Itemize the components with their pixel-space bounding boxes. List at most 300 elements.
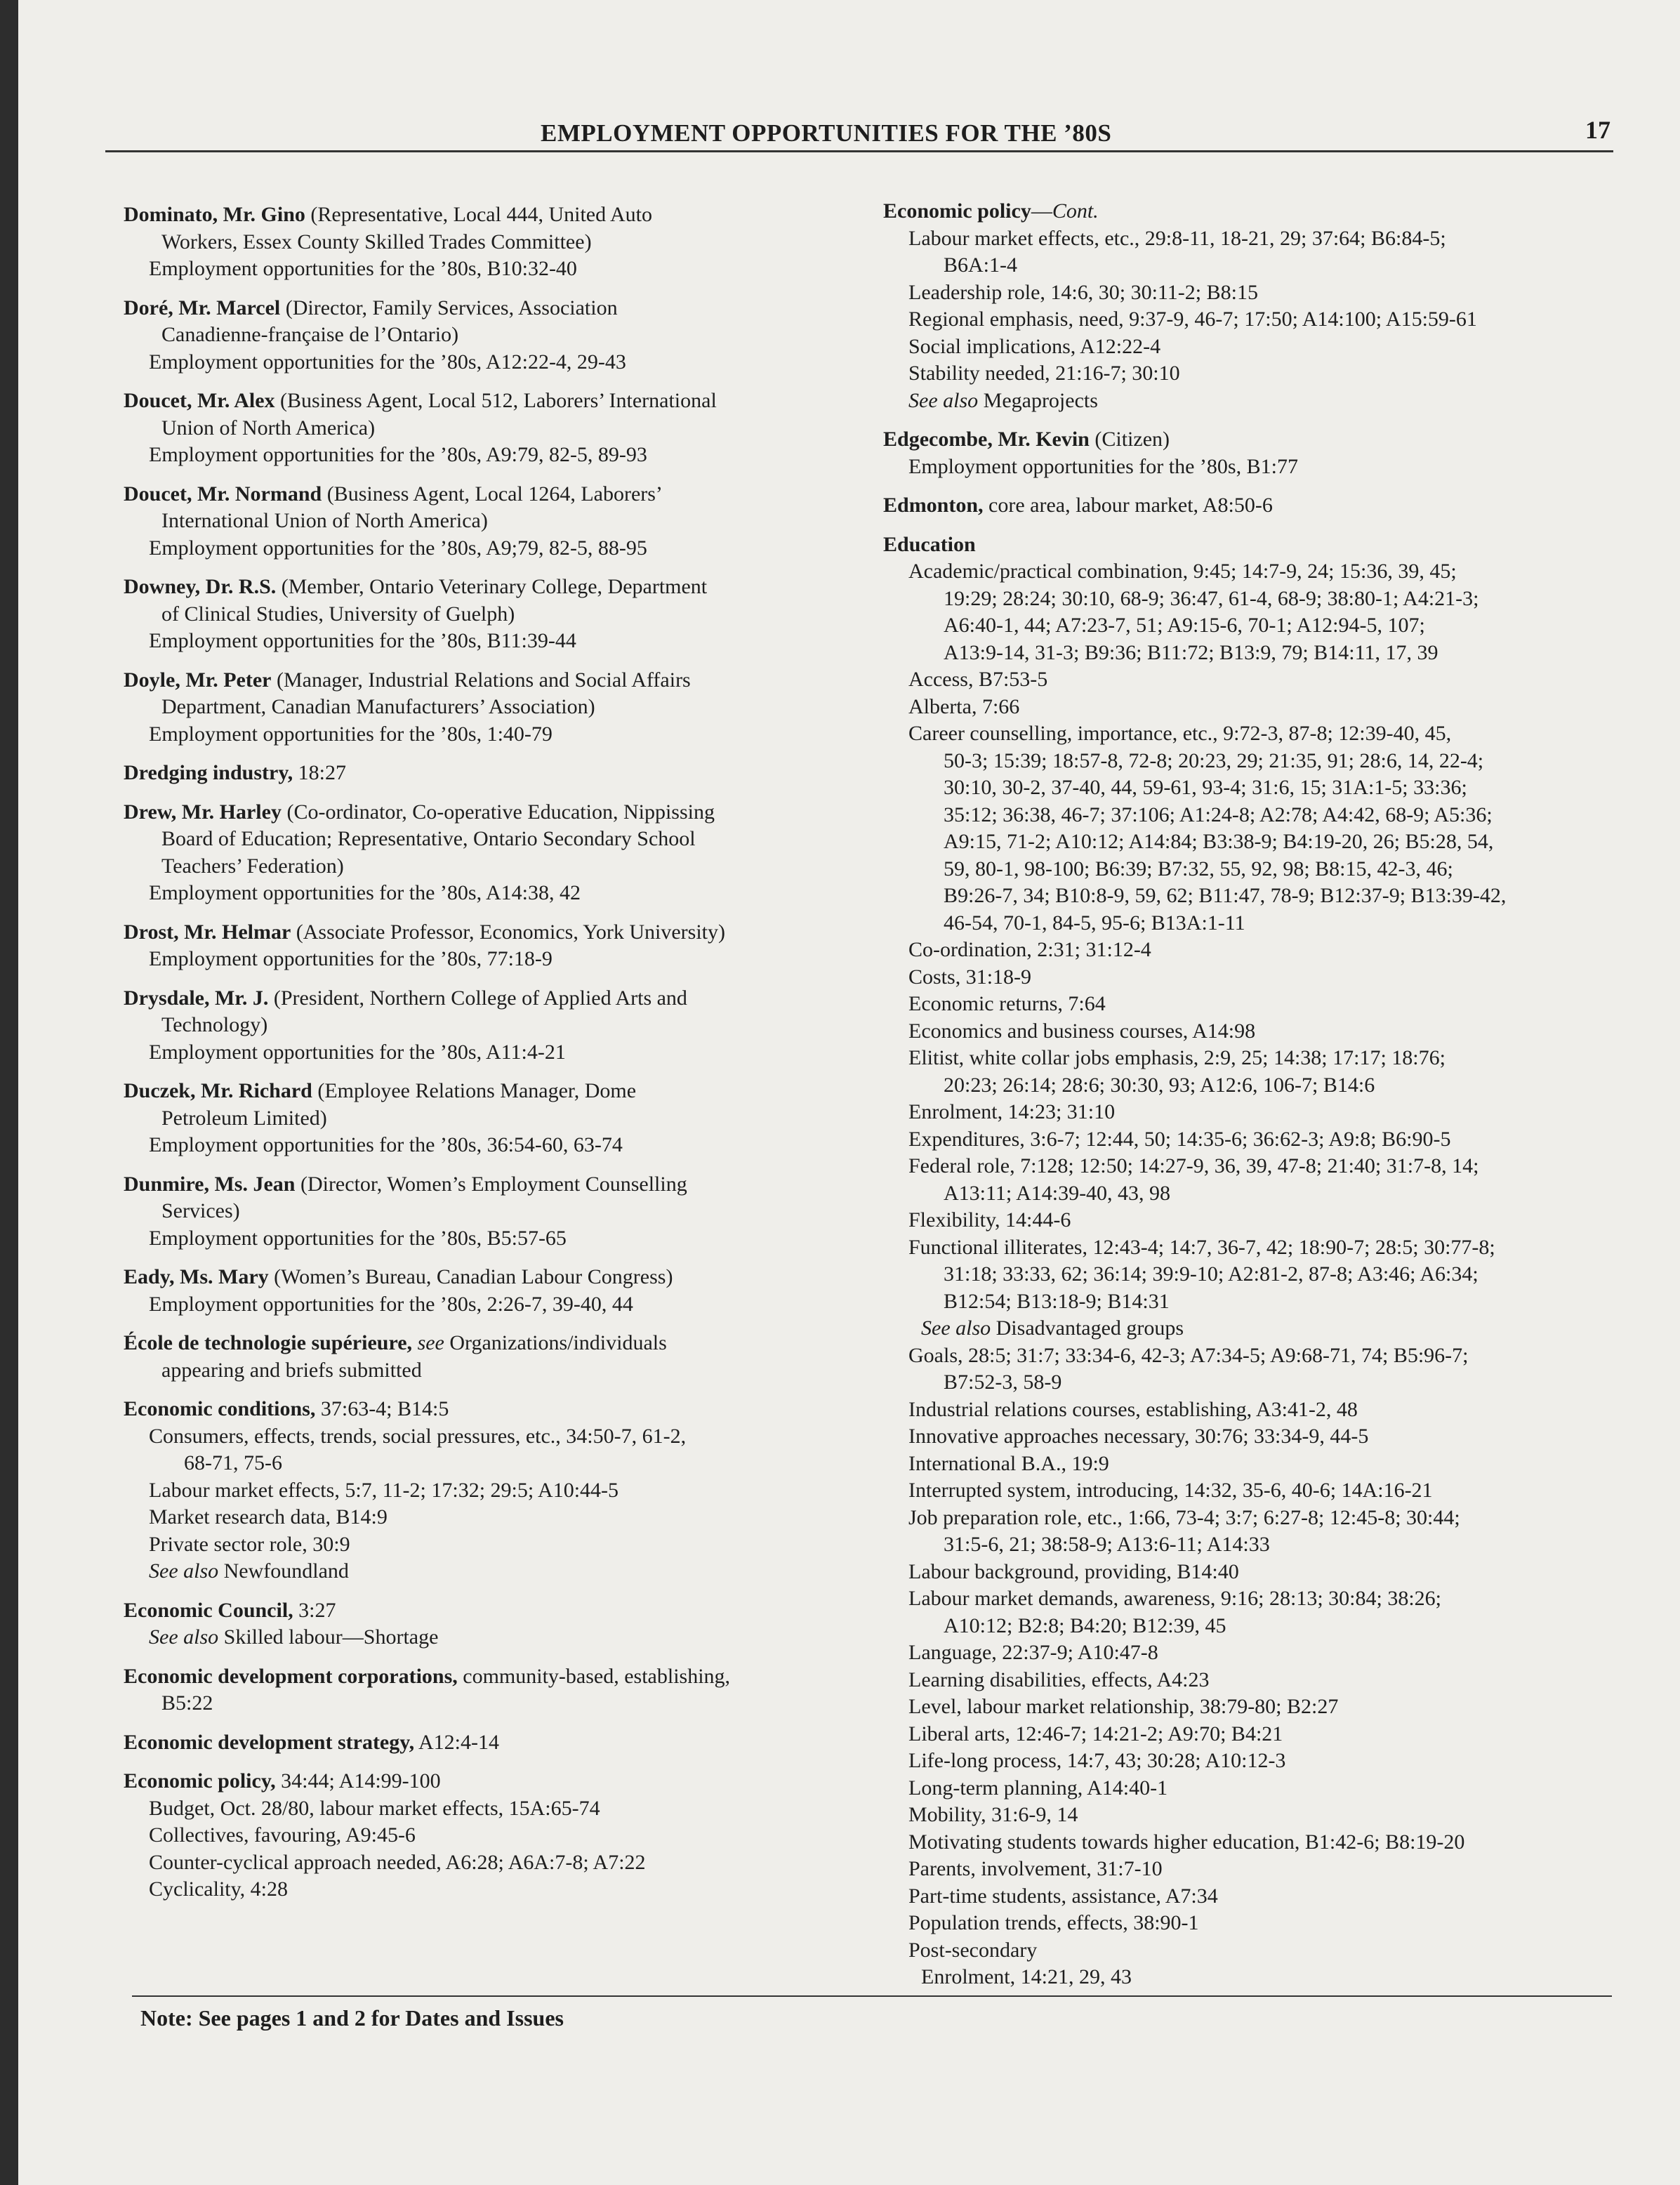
- index-entry: [124, 295, 855, 376]
- binding-edge: [0, 0, 18, 2185]
- index-text: Career counselling, importance, etc., 9:72-3, 87-8; 12:39-40, 45,: [908, 722, 1452, 745]
- index-text: A12:4-14: [414, 1730, 499, 1754]
- index-text: Liberal arts, 12:46-7; 14:21-2; A9:70; B4:21: [908, 1722, 1283, 1745]
- index-subentry-line: [883, 991, 1615, 1018]
- index-text: Leadership role, 14:6, 30; 30:11-2; B8:15: [908, 280, 1258, 304]
- index-text: B12:54; B13:18-9; B14:31: [944, 1289, 1170, 1313]
- index-subentry-line: [124, 1876, 855, 1903]
- index-subentry-line: [124, 1690, 855, 1717]
- index-text: Counter-cyclical approach needed, A6:28; A6A:7-8; A7:22: [149, 1850, 646, 1874]
- index-text: Petroleum Limited): [161, 1106, 327, 1130]
- index-text: Functional illiterates, 12:43-4; 14:7, 36-7, 42; 18:90-7; 28:5; 30:77-8;: [908, 1235, 1495, 1259]
- index-text: Organizations/individuals: [444, 1331, 667, 1354]
- index-entry: [124, 985, 855, 1067]
- index-subentry-line: [883, 1153, 1615, 1180]
- index-subentry-line: [883, 334, 1615, 361]
- index-subentry-line: [124, 601, 855, 628]
- index-subentry-line: [883, 1018, 1615, 1045]
- index-subentry-line: [883, 1964, 1615, 1991]
- index-text: Level, labour market relationship, 38:79-80; B2:27: [908, 1695, 1339, 1718]
- index-subentry-line: [883, 1883, 1615, 1910]
- index-subentry-line: [124, 508, 855, 535]
- index-text: Parents, involvement, 31:7-10: [908, 1857, 1163, 1880]
- index-subentry-line: [883, 1045, 1615, 1072]
- index-term: Drost, Mr. Helmar: [124, 920, 291, 944]
- index-text: 35:12; 36:38, 46-7; 37:106; A1:24-8; A2:78; A4:42, 68-9; A5:36;: [944, 803, 1493, 826]
- index-text: Employment opportunities for the ’80s, A11:4-21: [149, 1040, 566, 1064]
- index-entry: [124, 1264, 855, 1318]
- index-text: Technology): [161, 1013, 268, 1036]
- index-entry-heading-line: [124, 1768, 855, 1795]
- index-text: Enrolment, 14:23; 31:10: [908, 1100, 1116, 1123]
- index-subentry-line: [883, 856, 1615, 883]
- index-term: Drew, Mr. Harley: [124, 800, 282, 824]
- index-text: Workers, Essex County Skilled Trades Committee): [161, 230, 592, 253]
- index-subentry-line: [883, 829, 1615, 856]
- index-text: Industrial relations courses, establishing, A3:41-2, 48: [908, 1397, 1358, 1421]
- index-text: Long-term planning, A14:40-1: [908, 1776, 1168, 1800]
- index-term: Economic policy: [883, 199, 1031, 223]
- index-text: 68-71, 75-6: [184, 1451, 282, 1474]
- index-text: 30:10, 30-2, 37-40, 44, 59-61, 93-4; 31:6, 15; 31A:1-5; 33:36;: [944, 776, 1467, 799]
- index-entry-heading-line: [124, 1597, 855, 1625]
- index-subentry-line: [883, 910, 1615, 937]
- index-subentry-line: [883, 225, 1615, 253]
- index-entry: [883, 532, 1615, 1991]
- index-subentry-line: [883, 1721, 1615, 1748]
- index-entry: [124, 388, 855, 469]
- index-text: A13:9-14, 31-3; B9:36; B11:72; B13:9, 79; B14:11, 17, 39: [944, 640, 1438, 664]
- index-term: Duczek, Mr. Richard: [124, 1079, 312, 1102]
- index-text: Economic returns, 7:64: [908, 992, 1106, 1015]
- index-text: (Co-ordinator, Co-operative Education, Nippissing: [281, 800, 715, 824]
- index-subentry-line: [124, 349, 855, 376]
- index-text: Federal role, 7:128; 12:50; 14:27-9, 36, 39, 47-8; 21:40; 31:7-8, 14;: [908, 1154, 1479, 1177]
- index-subentry-line: [883, 1477, 1615, 1505]
- index-text: Stability needed, 21:16-7; 30:10: [908, 362, 1180, 385]
- index-subentry-line: [124, 946, 855, 973]
- index-subentry-line: [124, 1558, 855, 1585]
- index-text: Board of Education; Representative, Ontario Secondary School: [161, 827, 696, 850]
- index-text: Employment opportunities for the ’80s, A9:79, 82-5, 89-93: [149, 443, 647, 466]
- index-entry: [883, 198, 1615, 414]
- index-text: Motivating students towards higher education, B1:42-6; B8:19-20: [908, 1830, 1465, 1854]
- index-subentry-line: [124, 721, 855, 748]
- index-text: (Business Agent, Local 1264, Laborers’: [322, 482, 663, 506]
- index-subentry-line: [124, 853, 855, 880]
- index-subentry-line: [883, 1559, 1615, 1586]
- index-text: 19:29; 28:24; 30:10, 68-9; 36:47, 61-4, 68-9; 38:80-1; A4:21-3;: [944, 586, 1479, 610]
- index-subentry-line: [883, 964, 1615, 991]
- index-text: Skilled labour—Shortage: [218, 1625, 439, 1649]
- index-text: (Business Agent, Local 512, Laborers’ International: [275, 389, 717, 412]
- index-text: Flexibility, 14:44-6: [908, 1208, 1071, 1232]
- index-subentry-line: [124, 1039, 855, 1067]
- index-text: 50-3; 15:39; 18:57-8, 72-8; 20:23, 29; 21:35, 91; 28:6, 14, 22-4;: [944, 748, 1484, 772]
- index-term: École de technologie supérieure,: [124, 1331, 413, 1354]
- index-entry: [883, 426, 1615, 480]
- index-subentry-line: [883, 1802, 1615, 1829]
- index-text: Labour market effects, 5:7, 11-2; 17:32; 29:5; A10:44-5: [149, 1478, 619, 1502]
- index-subentry-line: [883, 1180, 1615, 1208]
- index-subentry-line: [883, 454, 1615, 481]
- index-entry: [124, 1171, 855, 1253]
- index-text: Co-ordination, 2:31; 31:12-4: [908, 938, 1151, 961]
- index-subentry-line: [883, 1910, 1615, 1937]
- index-subentry-line: [883, 1451, 1615, 1478]
- index-entry-heading-line: [124, 1663, 855, 1691]
- index-subentry-line: [883, 1694, 1615, 1721]
- index-text: 3:27: [293, 1598, 336, 1622]
- index-text: community-based, establishing,: [457, 1664, 731, 1688]
- index-entry: [124, 760, 855, 787]
- index-entry-heading-line: [124, 388, 855, 415]
- index-subentry-line: [124, 1012, 855, 1039]
- index-text: 18:27: [293, 761, 347, 784]
- index-text: A10:12; B2:8; B4:20; B12:39, 45: [944, 1613, 1226, 1637]
- index-text: Interrupted system, introducing, 14:32, 35-6, 40-6; 14A:16-21: [908, 1479, 1433, 1502]
- index-term: Doucet, Mr. Normand: [124, 482, 322, 506]
- index-text: 34:44; A14:99-100: [275, 1769, 441, 1793]
- index-entry: [124, 1597, 855, 1651]
- index-text: Learning disabilities, effects, A4:23: [908, 1668, 1210, 1691]
- index-text: 20:23; 26:14; 28:6; 30:30, 93; A12:6, 106-7; B14:6: [944, 1073, 1375, 1097]
- index-subentry-line: [883, 1531, 1615, 1559]
- index-term: Eady, Ms. Mary: [124, 1265, 269, 1288]
- index-text: Part-time students, assistance, A7:34: [908, 1884, 1218, 1908]
- index-entry: [124, 919, 855, 973]
- index-entry-heading-line: [124, 295, 855, 322]
- index-entry-heading-line: [124, 202, 855, 229]
- footer-note: Note: See pages 1 and 2 for Dates and Issues: [140, 2005, 564, 2031]
- index-text: (Member, Ontario Veterinary College, Department: [276, 575, 708, 598]
- index-subentry-line: [124, 880, 855, 907]
- index-subentry-line: [124, 694, 855, 721]
- index-subentry-line: [883, 720, 1615, 748]
- index-subentry-line: [124, 1225, 855, 1253]
- index-subentry-line: [124, 229, 855, 256]
- index-subentry-line: [124, 1450, 855, 1477]
- index-text: A6:40-1, 44; A7:23-7, 51; A9:15-6, 70-1; A12:94-5, 107;: [944, 614, 1425, 637]
- index-subentry-line: [883, 1315, 1615, 1342]
- index-text: Collectives, favouring, A9:45-6: [149, 1823, 416, 1847]
- index-entry-heading-line: [124, 574, 855, 601]
- index-text: Life-long process, 14:7, 43; 30:28; A10:12-3: [908, 1749, 1286, 1772]
- index-term: Economic development corporations,: [124, 1664, 458, 1688]
- index-entry: [124, 799, 855, 907]
- index-text: Employment opportunities for the ’80s, B5:57-65: [149, 1226, 567, 1250]
- index-entry: [124, 574, 855, 655]
- index-text: Employment opportunities for the ’80s, 36:54-60, 63-74: [149, 1133, 623, 1156]
- index-subentry-line: [124, 1795, 855, 1823]
- index-text: Megaprojects: [978, 388, 1098, 412]
- index-text: Academic/practical combination, 9:45; 14:7-9, 24; 15:36, 39, 45;: [908, 560, 1457, 583]
- index-text: Goals, 28:5; 31:7; 33:34-6, 42-3; A7:34-5; A9:68-71, 74; B5:96-7;: [908, 1343, 1469, 1367]
- index-text: (Director, Women’s Employment Counselling: [295, 1172, 687, 1196]
- index-text: Employment opportunities for the ’80s, 1:40-79: [149, 722, 553, 746]
- index-entry-heading-line: [883, 198, 1615, 225]
- index-subentry-line: [124, 1357, 855, 1385]
- index-subentry-line: [883, 694, 1615, 721]
- index-text: (Women’s Bureau, Canadian Labour Congress): [268, 1265, 673, 1288]
- index-text: A9:15, 71-2; A10:12; A14:84; B3:38-9; B4:19-20, 26; B5:28, 54,: [944, 830, 1494, 853]
- index-entry: [124, 1396, 855, 1585]
- index-text: Disadvantaged groups: [991, 1316, 1184, 1340]
- index-subentry-line: [883, 612, 1615, 640]
- index-text: Elitist, white collar jobs emphasis, 2:9, 25; 14:38; 17:17; 18:76;: [908, 1046, 1446, 1069]
- index-column-right: [883, 198, 1615, 2003]
- index-subentry-line: [883, 252, 1615, 279]
- index-text: Costs, 31:18-9: [908, 965, 1032, 989]
- index-text: International B.A., 19:9: [908, 1451, 1109, 1475]
- index-term: Dredging industry,: [124, 761, 293, 784]
- index-subentry-line: [124, 415, 855, 442]
- index-text: Job preparation role, etc., 1:66, 73-4; 3:7; 6:27-8; 12:45-8; 30:44;: [908, 1505, 1460, 1529]
- index-subentry-line: [883, 1397, 1615, 1424]
- index-subentry-line: [124, 322, 855, 349]
- index-term: Drysdale, Mr. J.: [124, 986, 269, 1010]
- index-subentry-line: [883, 1613, 1615, 1640]
- index-text: Employment opportunities for the ’80s, A12:22-4, 29-43: [149, 350, 626, 374]
- index-text: Enrolment, 14:21, 29, 43: [921, 1965, 1132, 1988]
- index-subentry-line: [883, 1829, 1615, 1856]
- index-subentry-line: [883, 748, 1615, 775]
- index-text: (Representative, Local 444, United Auto: [305, 203, 652, 226]
- index-subentry-line: [124, 628, 855, 655]
- index-text: 46-54, 70-1, 84-5, 95-6; B13A:1-11: [944, 911, 1245, 935]
- index-text: Access, B7:53-5: [908, 668, 1048, 691]
- index-text: Services): [161, 1199, 240, 1222]
- index-text: (Manager, Industrial Relations and Social Affairs: [271, 668, 691, 692]
- index-subentry-line: [124, 1132, 855, 1159]
- index-cross-reference: See also: [149, 1625, 219, 1649]
- index-subentry-line: [883, 306, 1615, 334]
- index-text: Population trends, effects, 38:90-1: [908, 1911, 1199, 1934]
- index-entry-heading-line: [124, 1396, 855, 1423]
- index-subentry-line: [883, 666, 1615, 694]
- index-subentry-line: [883, 1505, 1615, 1532]
- index-subentry-line: [883, 802, 1615, 829]
- index-subentry-line: [883, 1639, 1615, 1667]
- index-text: Employment opportunities for the ’80s, B10:32-40: [149, 257, 577, 280]
- index-subentry-line: [124, 1423, 855, 1451]
- index-subentry-line: [883, 1207, 1615, 1234]
- index-entry-heading-line: [883, 492, 1615, 520]
- index-subentry-line: [883, 1234, 1615, 1262]
- index-subentry-line: [883, 1775, 1615, 1802]
- index-entry: [124, 481, 855, 562]
- index-subentry-line: [883, 1667, 1615, 1694]
- index-cross-reference: Cont.: [1052, 199, 1099, 223]
- index-text: Employment opportunities for the ’80s, A14:38, 42: [149, 881, 581, 904]
- index-subentry-line: [883, 1423, 1615, 1451]
- index-subentry-line: [883, 1748, 1615, 1775]
- index-entry: [124, 667, 855, 748]
- index-subentry-line: [124, 1531, 855, 1559]
- index-entry: [124, 1330, 855, 1384]
- index-subentry-line: [883, 774, 1615, 802]
- header-rule: [105, 150, 1613, 152]
- index-subentry-line: [124, 1105, 855, 1133]
- index-text: Regional emphasis, need, 9:37-9, 46-7; 17:50; A14:100; A15:59-61: [908, 308, 1477, 331]
- index-entry-heading-line: [124, 799, 855, 826]
- index-entry: [124, 1768, 855, 1903]
- index-term: Dominato, Mr. Gino: [124, 203, 305, 226]
- index-entry-heading-line: [124, 919, 855, 946]
- index-term: Edgecombe, Mr. Kevin: [883, 428, 1090, 451]
- index-subentry-line: [883, 279, 1615, 307]
- index-subentry-line: [124, 442, 855, 469]
- index-subentry-line: [124, 1291, 855, 1319]
- index-entry: [883, 492, 1615, 520]
- index-entry-heading-line: [124, 1264, 855, 1291]
- index-term: Doyle, Mr. Peter: [124, 668, 272, 692]
- index-text: 37:63-4; B14:5: [315, 1397, 449, 1420]
- index-subentry-line: [883, 1856, 1615, 1883]
- index-subentry-line: [883, 1261, 1615, 1288]
- index-text: B5:22: [161, 1691, 213, 1715]
- index-entry-heading-line: [124, 1729, 855, 1757]
- index-text: —: [1031, 199, 1052, 223]
- index-subentry-line: [883, 883, 1615, 910]
- index-term: Dunmire, Ms. Jean: [124, 1172, 296, 1196]
- index-text: 59, 80-1, 98-100; B6:39; B7:32, 55, 92, 98; B8:15, 42-3, 46;: [944, 857, 1453, 880]
- index-column-left: [124, 202, 855, 1915]
- index-text: Employment opportunities for the ’80s, B11:39-44: [149, 629, 576, 652]
- index-subentry-line: [883, 360, 1615, 388]
- index-cross-reference: See also: [908, 388, 979, 412]
- index-text: Employment opportunities for the ’80s, A9;79, 82-5, 88-95: [149, 536, 647, 560]
- index-subentry-line: [124, 1477, 855, 1505]
- index-text: 31:18; 33:33, 62; 36:14; 39:9-10; A2:81-2, 87-8; A3:46; A6:34;: [944, 1262, 1479, 1286]
- index-term: Economic policy,: [124, 1769, 276, 1793]
- index-entry-heading-line: [124, 985, 855, 1012]
- index-text: [412, 1331, 418, 1354]
- index-subentry-line: [883, 1585, 1615, 1613]
- index-text: Private sector role, 30:9: [149, 1532, 350, 1556]
- index-text: Alberta, 7:66: [908, 694, 1020, 718]
- index-term: Economic conditions,: [124, 1397, 316, 1420]
- index-subentry-line: [883, 1126, 1615, 1154]
- index-cross-reference: See also: [149, 1559, 219, 1583]
- index-text: B6A:1-4: [944, 253, 1017, 277]
- index-text: Employment opportunities for the ’80s, B1:77: [908, 454, 1298, 478]
- index-subentry-line: [124, 826, 855, 853]
- index-entry-heading-line: [124, 667, 855, 694]
- index-term: Doré, Mr. Marcel: [124, 296, 281, 319]
- index-entry: [124, 1663, 855, 1717]
- index-text: Market research data, B14:9: [149, 1505, 388, 1529]
- index-text: A13:11; A14:39-40, 43, 98: [944, 1181, 1171, 1205]
- index-cross-reference: see: [417, 1331, 444, 1354]
- index-subentry-line: [124, 1624, 855, 1651]
- index-entry: [124, 1078, 855, 1159]
- index-entry-heading-line: [124, 481, 855, 508]
- index-text: Consumers, effects, trends, social pressures, etc., 34:50-7, 61-2,: [149, 1424, 687, 1448]
- index-text: Employment opportunities for the ’80s, 2:26-7, 39-40, 44: [149, 1292, 633, 1316]
- index-entry-heading-line: [124, 760, 855, 787]
- index-subentry-line: [883, 558, 1615, 586]
- index-entry-heading-line: [124, 1330, 855, 1357]
- index-subentry-line: [883, 1937, 1615, 1965]
- index-subentry-line: [883, 1369, 1615, 1397]
- index-text: Labour market effects, etc., 29:8-11, 18-21, 29; 37:64; B6:84-5;: [908, 226, 1446, 250]
- index-subentry-line: [124, 1198, 855, 1225]
- index-entry-heading-line: [124, 1078, 855, 1105]
- index-subentry-line: [883, 937, 1615, 964]
- index-entry: [124, 202, 855, 283]
- index-text: Department, Canadian Manufacturers’ Association): [161, 695, 595, 718]
- index-text: appearing and briefs submitted: [161, 1358, 422, 1382]
- index-text: Union of North America): [161, 416, 376, 440]
- index-text: (Associate Professor, Economics, York University): [291, 920, 726, 944]
- index-cross-reference: See also: [921, 1316, 991, 1340]
- index-text: (Employee Relations Manager, Dome: [312, 1079, 637, 1102]
- index-text: Expenditures, 3:6-7; 12:44, 50; 14:35-6; 36:62-3; A9:8; B6:90-5: [908, 1127, 1451, 1151]
- running-header-title: EMPLOYMENT OPPORTUNITIES FOR THE ’80S: [541, 119, 1112, 147]
- index-text: Social implications, A12:22-4: [908, 334, 1161, 358]
- index-subentry-line: [883, 1288, 1615, 1316]
- index-text: of Clinical Studies, University of Guelph): [161, 602, 515, 626]
- index-subentry-line: [124, 1822, 855, 1849]
- index-subentry-line: [883, 1072, 1615, 1100]
- index-text: Cyclicality, 4:28: [149, 1877, 289, 1901]
- index-entry-heading-line: [124, 1171, 855, 1199]
- index-text: Economics and business courses, A14:98: [908, 1019, 1256, 1043]
- index-term: Economic Council,: [124, 1598, 293, 1622]
- index-entry-heading-line: [883, 532, 1615, 559]
- index-text: Labour background, providing, B14:40: [908, 1559, 1239, 1583]
- index-text: Mobility, 31:6-9, 14: [908, 1803, 1078, 1826]
- index-subentry-line: [883, 1099, 1615, 1126]
- index-term: Downey, Dr. R.S.: [124, 575, 277, 598]
- index-text: Language, 22:37-9; A10:47-8: [908, 1641, 1158, 1664]
- index-text: Labour market demands, awareness, 9:16; 28:13; 30:84; 38:26;: [908, 1587, 1442, 1610]
- index-text: Teachers’ Federation): [161, 854, 344, 878]
- index-term: Education: [883, 532, 976, 556]
- index-text: (President, Northern College of Applied Arts and: [268, 986, 687, 1010]
- index-text: Employment opportunities for the ’80s, 77:18-9: [149, 947, 553, 970]
- index-text: Canadienne-française de l’Ontario): [161, 323, 459, 346]
- index-subentry-line: [883, 1342, 1615, 1370]
- index-text: Post-secondary: [908, 1938, 1038, 1962]
- index-term: Edmonton,: [883, 494, 984, 517]
- index-text: B7:52-3, 58-9: [944, 1371, 1062, 1394]
- index-entry: [124, 1729, 855, 1757]
- index-subentry-line: [124, 535, 855, 562]
- index-text: (Director, Family Services, Association: [280, 296, 618, 319]
- index-text: Innovative approaches necessary, 30:76; 33:34-9, 44-5: [908, 1425, 1369, 1448]
- index-text: core area, labour market, A8:50-6: [983, 494, 1273, 517]
- index-subentry-line: [883, 388, 1615, 415]
- index-text: Newfoundland: [218, 1559, 349, 1583]
- index-subentry-line: [124, 1504, 855, 1531]
- footer-rule: [132, 1995, 1612, 1997]
- page-number: 17: [1585, 116, 1610, 144]
- index-text: B9:26-7, 34; B10:8-9, 59, 62; B11:47, 78-9; B12:37-9; B13:39-42,: [944, 884, 1507, 907]
- index-subentry-line: [883, 640, 1615, 667]
- index-text: (Citizen): [1089, 428, 1170, 451]
- index-term: Economic development strategy,: [124, 1730, 415, 1754]
- index-text: 31:5-6, 21; 38:58-9; A13:6-11; A14:33: [944, 1533, 1270, 1556]
- index-subentry-line: [883, 586, 1615, 613]
- index-text: International Union of North America): [161, 509, 488, 532]
- index-entry-heading-line: [883, 426, 1615, 454]
- index-subentry-line: [124, 1849, 855, 1877]
- index-text: Budget, Oct. 28/80, labour market effects, 15A:65-74: [149, 1796, 600, 1820]
- index-subentry-line: [124, 256, 855, 283]
- index-term: Doucet, Mr. Alex: [124, 389, 275, 412]
